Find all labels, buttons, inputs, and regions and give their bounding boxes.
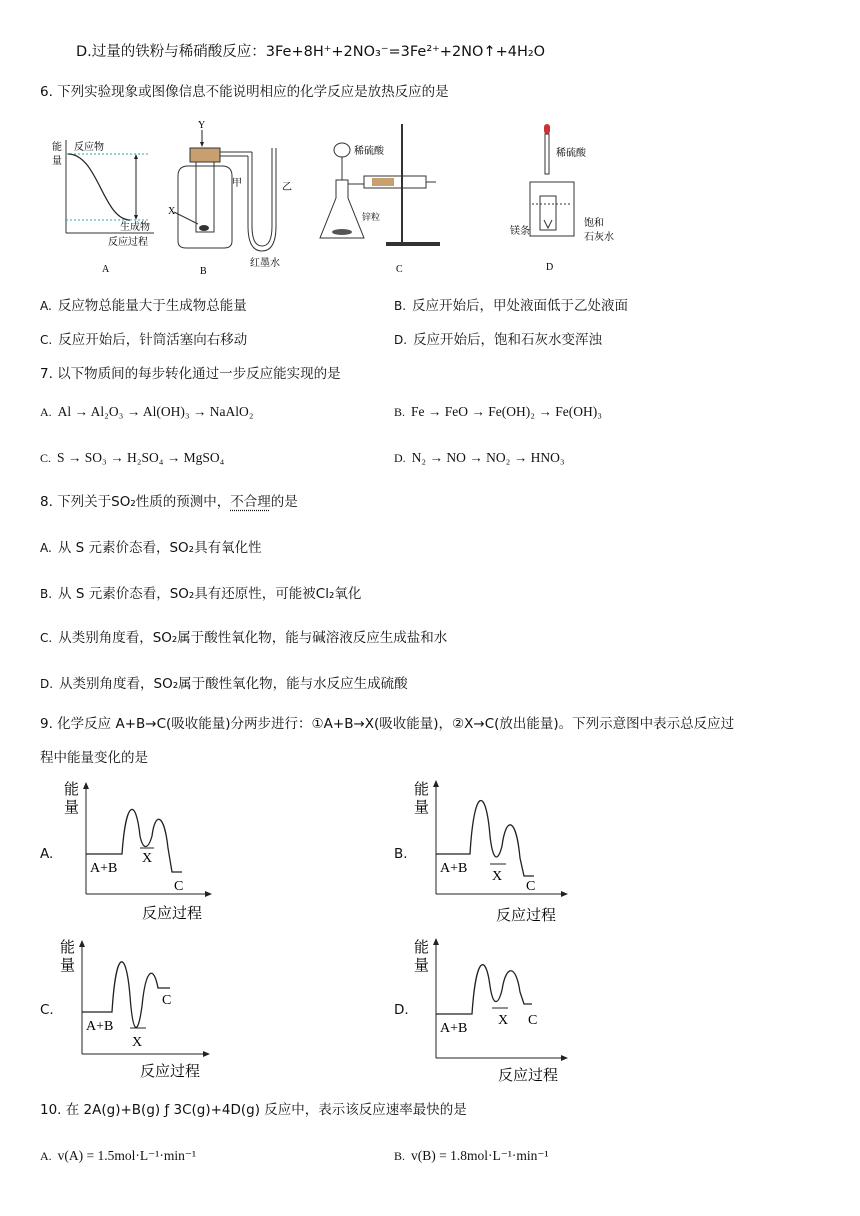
fig-c-letter: C — [396, 264, 403, 275]
q8-option-a[interactable]: A. 从 S 元素价态看，SO₂具有氧化性 — [40, 540, 262, 556]
svg-text:C: C — [526, 879, 536, 894]
svg-text:能: 能 — [60, 940, 76, 956]
svg-text:A+B: A+B — [440, 861, 468, 876]
q8-option-b[interactable]: B. 从 S 元素价态看，SO₂具有还原性，可能被Cl₂氧化 — [40, 586, 362, 602]
q9-graph-b — [410, 776, 580, 926]
q9-graph-d — [410, 934, 580, 1084]
q6-figure-a — [48, 138, 158, 278]
q6-option-d[interactable]: D. 反应开始后，饱和石灰水变浑浊 — [394, 332, 603, 348]
fig-a-letter: A — [102, 264, 110, 275]
fig-a-reactant: 反应物 — [74, 142, 104, 153]
q7-option-a[interactable]: A. Al → Al₂O₃ → Al(OH)₃ → NaAlO₂ — [40, 404, 254, 419]
fig-a-ylabel-1: 能 — [52, 142, 62, 153]
q9-graph-c — [58, 936, 218, 1082]
fig-a-ylabel-2: 量 — [52, 156, 62, 167]
q6-option-a[interactable]: A. 反应物总能量大于生成物总能量 — [40, 298, 247, 314]
q9-stem-line-1: 9. 化学反应 A+B→C(吸收能量)分两步进行：①A+B→X(吸收能量)，②X→C(放出能量)。下列示意图中表示总反应过 — [40, 716, 735, 732]
fig-a-product: 生成物 — [120, 222, 150, 233]
svg-text:能: 能 — [414, 782, 430, 798]
svg-text:量: 量 — [64, 800, 80, 816]
q6-figure-b — [160, 116, 300, 278]
q7-option-d[interactable]: D. N₂ → NO → NO₂ → HNO₃ — [394, 450, 565, 465]
q9-label-b[interactable]: B. — [394, 846, 408, 862]
fig-d-mg: 镁条 — [510, 226, 530, 237]
svg-text:反应过程: 反应过程 — [142, 906, 203, 922]
svg-text:反应过程: 反应过程 — [496, 908, 557, 924]
q6-option-c[interactable]: C. 反应开始后，针筒活塞向右移动 — [40, 332, 248, 348]
fig-b-jia: 甲 — [232, 178, 242, 189]
svg-text:反应过程: 反应过程 — [498, 1068, 559, 1084]
svg-text:C: C — [528, 1013, 538, 1028]
q8-option-c[interactable]: C. 从类别角度看，SO₂属于酸性氧化物，能与碱溶液反应生成盐和水 — [40, 630, 448, 646]
q7-option-c[interactable]: C. S → SO₃ → H₂SO₄ → MgSO₄ — [40, 450, 225, 465]
fig-d-lime-1: 饱和 — [584, 218, 604, 229]
q6-stem: 6. 下列实验现象或图像信息不能说明相应的化学反应是放热反应的是 — [40, 84, 449, 100]
q6-figure-d — [508, 120, 638, 280]
fig-b-yi: 乙 — [282, 182, 292, 193]
svg-text:能: 能 — [414, 940, 430, 956]
fig-c-acid: 稀硫酸 — [354, 146, 384, 157]
svg-text:X: X — [492, 869, 503, 884]
svg-text:量: 量 — [414, 800, 430, 816]
svg-text:X: X — [132, 1035, 143, 1050]
svg-text:X: X — [142, 851, 153, 866]
q9-stem-line-2: 程中能量变化的是 — [40, 750, 148, 766]
svg-text:X: X — [498, 1013, 509, 1028]
fig-a-xlabel: 反应过程 — [108, 237, 148, 248]
fig-d-acid: 稀硫酸 — [556, 148, 586, 159]
q6-figure-c — [318, 120, 448, 280]
q7-stem: 7. 以下物质间的每步转化通过一步反应能实现的是 — [40, 366, 341, 382]
svg-text:能: 能 — [64, 782, 80, 798]
svg-text:A+B: A+B — [90, 861, 118, 876]
q8-stem: 8. 下列关于SO₂性质的预测中，不合理的是 — [40, 494, 298, 510]
q9-graph-a — [60, 778, 220, 924]
fig-c-zinc: 锌粒 — [362, 212, 381, 222]
fig-b-y: Y — [198, 120, 206, 131]
svg-text:反应过程: 反应过程 — [140, 1064, 201, 1080]
q9-label-c[interactable]: C. — [40, 1002, 54, 1018]
fig-d-lime-2: 石灰水 — [584, 232, 614, 243]
q7-option-b[interactable]: B. Fe → FeO → Fe(OH)₂ → Fe(OH)₃ — [394, 404, 602, 419]
svg-text:C: C — [162, 993, 172, 1008]
q10-stem: 10. 在 2A(g)+B(g) ƒ 3C(g)+4D(g) 反应中，表示该反应速率最快的是 — [40, 1102, 467, 1118]
fig-b-x: X — [168, 206, 176, 217]
svg-text:A+B: A+B — [440, 1021, 468, 1036]
q6-option-b[interactable]: B. 反应开始后，甲处液面低于乙处液面 — [394, 298, 629, 314]
q8-option-d[interactable]: D. 从类别角度看，SO₂属于酸性氧化物，能与水反应生成硫酸 — [40, 676, 408, 692]
q9-label-a[interactable]: A. — [40, 846, 54, 862]
fig-b-water: 红墨水 — [250, 258, 280, 269]
q5-option-d: D.过量的铁粉与稀硝酸反应：3Fe+8H⁺+2NO₃⁻=3Fe²⁺+2NO↑+4H₂O — [76, 44, 546, 60]
fig-b-letter: B — [200, 266, 207, 277]
svg-text:C: C — [174, 879, 184, 894]
q10-option-b[interactable]: B. v(B) = 1.8mol·L⁻¹·min⁻¹ — [394, 1148, 549, 1163]
svg-text:量: 量 — [60, 958, 76, 974]
fig-d-letter: D — [546, 262, 554, 273]
svg-text:A+B: A+B — [86, 1019, 114, 1034]
q10-option-a[interactable]: A. v(A) = 1.5mol·L⁻¹·min⁻¹ — [40, 1148, 196, 1163]
q9-label-d[interactable]: D. — [394, 1002, 409, 1018]
svg-text:量: 量 — [414, 958, 430, 974]
